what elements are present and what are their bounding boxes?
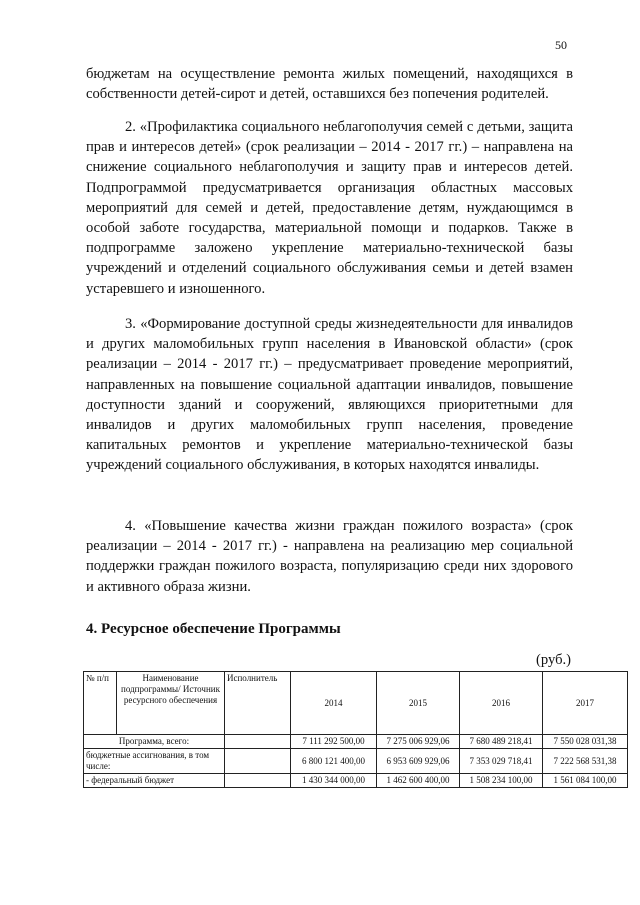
section-heading: 4. Ресурсное обеспечение Программы [86, 621, 341, 637]
header-2017: 2017 [543, 672, 628, 735]
row-value-2017: 1 561 084 100,00 [543, 774, 628, 788]
paragraph-subprogram-4: 4. «Повышение качества жизни граждан пожилого возраста» (срок реализации – 2014 - 2017 гг.) - направлена на реализацию мер социальной поддержки граждан пожилого возраста, популяризацию среди них здорового и активного образа жизни. [86, 518, 573, 595]
row-label: Программа, всего: [84, 735, 225, 749]
paragraph-intro: бюджетам на осуществление ремонта жилых помещений, находящихся в собственности детей-сирот и детей, оставшихся без попечения родителей. [86, 66, 573, 103]
unit-label: (руб.) [536, 652, 572, 668]
row-value-2016: 7 353 029 718,41 [460, 749, 543, 774]
header-name: Наименование подпрограммы/ Источник ресурсного обеспечения [117, 672, 225, 735]
row-value-2015: 7 275 006 929,06 [377, 735, 460, 749]
header-2014: 2014 [291, 672, 377, 735]
row-value-2014: 6 800 121 400,00 [291, 749, 377, 774]
row-label: - федеральный бюджет [84, 774, 225, 788]
table-row [84, 774, 628, 788]
row-label: бюджетные ассигнования, в том числе: [84, 749, 225, 774]
header-2015: 2015 [377, 672, 460, 735]
row-value-2014: 1 430 344 000,00 [291, 774, 377, 788]
row-value-2017: 7 550 028 031,38 [543, 735, 628, 749]
table-row [84, 749, 628, 774]
header-num: № п/п [84, 672, 117, 735]
resource-table [83, 671, 628, 788]
page-number: 50 [555, 38, 567, 52]
row-value-2015: 1 462 600 400,00 [377, 774, 460, 788]
paragraph-subprogram-2: 2. «Профилактика социального неблагополучия семей с детьми, защита прав и интересов детей» (срок реализации – 2014 - 2017 гг.) – направлена на снижение социального неблагополучия и защиту прав и интересов детей. Подпрограммой предусматривается организация областных массовых мероприятий для семей и детей, предоставление детям, нуждающимся в особой заботе государства, материальной помощи и подарков. Также в подпрограмме заложено укрепление материально-технической базы учреждений и отделений социального обслуживания семьи и детей взамен устаревшего и изношенного. [86, 119, 573, 297]
table-header-row [84, 672, 628, 735]
table-row [84, 735, 628, 749]
row-executor [225, 774, 291, 788]
header-2016: 2016 [460, 672, 543, 735]
row-executor [225, 749, 291, 774]
paragraph-subprogram-3: 3. «Формирование доступной среды жизнедеятельности для инвалидов и других маломобильных групп населения в Ивановской области» (срок реализации – 2014 - 2017 гг.) – предусматривает проведение мероприятий, направленных на повышение социальной адаптации инвалидов, повышение доступности зданий и сооружений, являющихся приоритетными для инвалидов и других маломобильных групп населения, проведение капитальных ремонтов и укрепление материально-технической базы учреждений социального обслуживания, в которых находятся инвалиды. [86, 316, 573, 474]
row-executor [225, 735, 291, 749]
header-executor: Исполнитель [225, 672, 291, 735]
row-value-2016: 1 508 234 100,00 [460, 774, 543, 788]
row-value-2015: 6 953 609 929,06 [377, 749, 460, 774]
row-value-2014: 7 111 292 500,00 [291, 735, 377, 749]
row-value-2016: 7 680 489 218,41 [460, 735, 543, 749]
row-value-2017: 7 222 568 531,38 [543, 749, 628, 774]
